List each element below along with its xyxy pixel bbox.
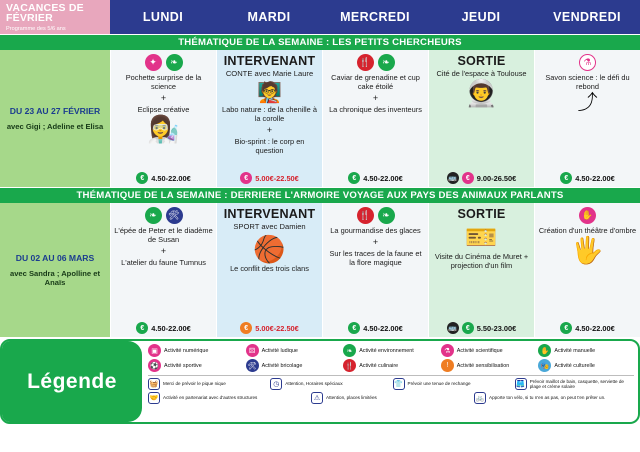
week-1-columns [110,50,640,187]
orange-info-icon: ! [441,359,454,372]
week-1 [0,50,640,187]
cell-subtitle: CONTE avec Marie Laure [225,69,314,78]
cell-title: INTERVENANT [223,207,316,221]
clock-icon: ◷ [270,378,282,390]
activity-line: Pochette surprise de la science [125,73,202,91]
day-header-lundi: LUNDI [142,10,184,24]
green-euro-badge: € [348,172,360,184]
activity-icons [357,54,395,71]
price-row [217,322,322,334]
price-row [111,172,216,184]
legend-note [148,392,308,404]
legend-item [538,344,634,357]
bouncing-ball-icon: ⤴ [577,92,598,114]
legend-label: Activité culinaire [359,362,399,369]
scientist-girl-icon: 👩‍🔬 [147,114,180,144]
picnic-icon: 🧺 [148,378,160,390]
week-1-mardi-cell[interactable] [216,50,322,187]
red-chef-icon: 🍴 [357,207,374,224]
legend-item [538,359,634,372]
cell-title: SORTIE [457,54,506,68]
price-row [111,322,216,334]
cell-subtitle: SPORT avec Damien [233,222,306,231]
plus-separator: + [266,125,273,135]
legend-item [441,344,537,357]
legend-content [142,341,638,422]
week-2-lundi-cell[interactable] [110,203,216,337]
legend-note-label: Activité en partenariat avec d'autres structures [163,395,258,401]
legend-item [343,344,439,357]
legend-label: Activité sportive [164,362,202,369]
blue-tools-icon: 🛠 [166,207,183,224]
legend-note [515,378,634,390]
legend-note-label: Merci de prévoir le pique nique [163,381,226,387]
sports-balls-icon: 🏀 [253,234,286,264]
day-header-jeudi: JEUDI [461,10,501,24]
price-row [535,322,640,334]
plus-separator: + [160,93,167,103]
red-chef-icon: 🍴 [357,54,374,71]
green-euro-badge: € [462,322,474,334]
week-2-vendredi-cell[interactable] [534,203,640,337]
blue-tools-icon: 🛠 [246,359,259,372]
price-value: 5.50-23.00€ [476,323,517,333]
legend-item [246,359,342,372]
bike-icon: 🚲 [474,392,486,404]
activity-line: La chronique des inventeurs [329,105,422,114]
pink-star-icon: ✦ [145,54,162,71]
legend-note [474,392,634,404]
price-value: 4.50-22.00€ [151,323,191,333]
legend-note [270,378,389,390]
price-value: 4.50-22.00€ [575,323,615,333]
legend-label: Activité environnement [359,347,414,354]
activity-icons [145,54,183,71]
week-2 [0,203,640,337]
week-2-jeudi-cell[interactable] [428,203,534,337]
activity-line: La gourmandise des glaces [330,226,421,235]
day-header-mercredi: MERCREDI [340,10,410,24]
legend-item [246,344,342,357]
week-1-lundi-cell[interactable] [110,50,216,187]
pink-sport-icon: ⚽ [148,359,161,372]
vacation-subtitle: Programme des 5/6 ans [6,25,66,32]
week-2-dates: DU 02 AU 06 MARS [15,253,95,263]
dark-bus-badge: 🚌 [447,172,459,184]
cell-title: INTERVENANT [223,54,316,68]
legend-label: Activité ludique [261,347,298,354]
tshirt-icon: 👕 [393,378,405,390]
pink-dice-icon: ⚄ [246,344,259,357]
activity-line: Visite du Cinéma de Muret + projection d'un film [434,252,529,270]
legend-note-label: Attention, places limitées [326,395,377,401]
lightblue-mask-icon: 🎭 [538,359,551,372]
astronaut-icon: 👨‍🚀 [465,78,498,108]
week-1-theme: THÉMATIQUE DE LA SEMAINE : LES PETITS CHERCHEURS [0,35,640,50]
pink-flask-icon: ⚗ [579,54,596,71]
plus-separator: + [160,246,167,256]
green-euro-badge: € [348,322,360,334]
legend-label: Activité numérique [164,347,209,354]
pink-euro-badge: € [462,172,474,184]
legend-item [441,359,537,372]
vacation-banner [0,0,110,34]
price-value: 4.50-22.00€ [151,173,191,183]
legend-item [148,359,244,372]
activity-line: Labo nature : de la chenille à la corolle [222,105,317,123]
orange-euro-badge: € [240,322,252,334]
price-value: 4.50-22.00€ [363,173,403,183]
week-1-vendredi-cell[interactable] [534,50,640,187]
pink-device-icon: ▣ [148,344,161,357]
shadow-hand-icon: 🖐 [571,235,604,265]
price-row [217,172,322,184]
week-2-mercredi-cell[interactable] [322,203,428,337]
activity-line: Sur les traces de la faune et la flore magique [329,249,422,267]
activity-line: Caviar de grenadine et cup cake étoilé [331,73,420,91]
activity-line: Eclipse créative [137,105,190,114]
green-leaf-icon: ❧ [343,344,356,357]
legend-label: Activité culturelle [554,362,595,369]
activity-icons [145,207,183,224]
legend-panel [0,339,640,424]
activity-line: Savon science : le défi du rebond [545,73,630,91]
activity-line: L'atelier du faune Tumnus [121,258,206,267]
legend-label: Activité bricolage [261,362,303,369]
week-2-side [0,203,110,337]
price-value: 4.50-22.00€ [363,323,403,333]
week-2-mardi-cell[interactable] [216,203,322,337]
legend-note-label: Apporte ton vélo, si tu n'en as pas, on peut t'en prêter un. [489,395,606,401]
legend-notes [148,378,634,390]
activity-icons [357,207,395,224]
day-header-vendredi: VENDREDI [553,10,621,24]
legend-label: Activité sensibilisation [456,362,510,369]
price-value: 9.00-26.50€ [476,173,517,183]
green-hand-icon: ✋ [538,344,551,357]
cinema-ticket-icon: 🎫 [465,222,498,252]
legend-note [311,392,471,404]
activity-line: L'épée de Peter et le diadème de Susan [114,226,213,244]
legend-item [148,344,244,357]
storyteller-icon: 🧑‍🏫 [257,82,282,104]
week-2-animators: avec Sandra ; Apolline et Anaïs [9,269,101,287]
warning-icon: ⚠ [311,392,323,404]
price-row [535,172,640,184]
price-row [323,322,428,334]
swim-icon: 🩳 [515,378,527,390]
plus-separator: + [372,237,379,247]
legend-note-label: Attention, Horaires spéciaux [285,381,343,387]
price-row [323,172,428,184]
week-1-jeudi-cell[interactable] [428,50,534,187]
activity-line: Le conflit des trois clans [230,264,309,273]
week-1-mercredi-cell[interactable] [322,50,428,187]
price-value: 4.50-22.00€ [575,173,615,183]
legend-note-label: Prévoir une tenue de rechange [407,381,471,387]
week-2-theme: THÉMATIQUE DE LA SEMAINE : DERRIERE L'ARMOIRE VOYAGE AUX PAYS DES ANIMAUX PARLANTS [0,188,640,203]
legend-label: Activité manuelle [554,347,596,354]
week-1-animators: avec Gigi ; Adeline et Elisa [6,122,104,131]
legend-note-label: Prévoir maillot de bain, casquette, serviette de plage et crème solaire [529,378,624,389]
legend-notes-2 [148,392,634,404]
activity-icons [579,207,596,224]
legend-item [343,359,439,372]
day-header-mardi: MARDI [247,10,291,24]
price-row [429,322,534,334]
green-euro-badge: € [136,322,148,334]
price-value: 5.00€-22.50€ [255,323,299,333]
green-leaf-icon: ❧ [378,54,395,71]
activity-icons [579,54,596,71]
red-chef-icon: 🍴 [343,359,356,372]
green-euro-badge: € [560,322,572,334]
green-euro-badge: € [560,172,572,184]
activity-line: Cité de l'espace à Toulouse [436,69,527,78]
days-header [110,0,640,34]
legend-activities [148,344,634,372]
green-euro-badge: € [136,172,148,184]
green-leaf-icon: ❧ [378,207,395,224]
green-leaf-icon: ❧ [166,54,183,71]
week-2-columns [110,203,640,337]
week-1-side [0,50,110,187]
cell-title: SORTIE [457,207,506,221]
legend-divider [148,375,634,376]
activity-line: Bio-sprint : le corp en question [234,137,305,155]
week-1-dates: DU 23 AU 27 FÉVRIER [9,106,101,116]
pink-flask-icon: ⚗ [441,344,454,357]
dark-bus-badge: 🚌 [447,322,459,334]
legend-label: Activité scientifique [456,347,503,354]
legend-title: Légende [2,341,142,422]
vacation-title: VACANCES DE FÉVRIER [6,1,84,24]
legend-note [148,378,267,390]
legend-note [393,378,512,390]
partners-icon: 🤝 [148,392,160,404]
plus-separator: + [372,93,379,103]
price-value: 5.00€-22.50€ [255,173,299,183]
pink-euro-badge: € [240,172,252,184]
green-leaf-icon: ❧ [145,207,162,224]
pink-hand-icon: ✋ [579,207,596,224]
header-bar [0,0,640,34]
activity-line: Création d'un théâtre d'ombre [538,226,637,235]
price-row [429,172,534,184]
